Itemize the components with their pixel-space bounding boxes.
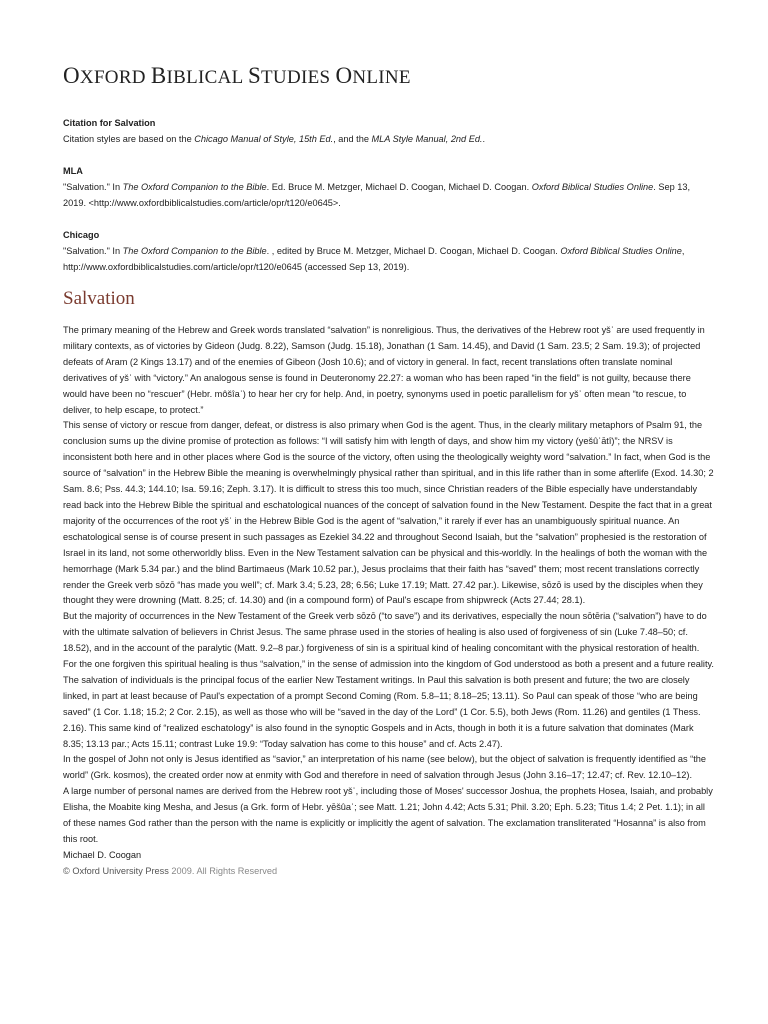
brand-text: NLINE (352, 67, 411, 88)
chicago-manual-title: Chicago Manual of Style, 15th Ed. (194, 134, 334, 144)
paragraph: A large number of personal names are derived from the Hebrew root yšʿ, including those of Moses' successor Joshua, the prophets Hosea, Isaiah, and probably Elisha, the Moabite king Mesha, and Jesus (a Grk. form of Hebr. yēšûaʿ; see Matt. 1.21; John 4.42; Acts 5.31; Phil. 3.20; Eph. 5.23; Titus 1.4; 2 Pet. 1.1); in all of these names God rather than the person with the name is explicitly or implicitly the agent of salvation. The exclamation transliterated “Hosanna” is also from this root. (63, 786, 713, 844)
paragraph: In the gospel of John not only is Jesus identified as “savior,” an interpretation of his name (see below), but the object of salvation is frequently identified as “the world” (Grk. kosmos), the created order now at enmity with God and therefore in need of salvation through Jesus (John 3.16–17; 12.47; cf. Rev. 12.10–12). (63, 754, 706, 781)
mla-citation-text: "Salvation." In The Oxford Companion to the Bible. Ed. Bruce M. Metzger, Michael D. Coogan, Michael D. Coogan. Oxford Biblical Studies Online. Sep 13, 2019. <http://www.oxfordbiblicalstudies.com/article/opr/t120/e0645>. (63, 182, 691, 208)
paragraph: This sense of victory or rescue from danger, defeat, or distress is also primary when God is the agent. Thus, in the clearly military metaphors of Psalm 91, the conclusion sums up the divine promise of protection as follows: “I will satisfy him with length of days, and show him my victory (yešûʿātî)”; the NRSV is inconsistent both here and in other places where God is the source of the victory, often using the theologically weighty word “salvation.” In fact, when God is the source of “salvation” in the Hebrew Bible the meaning is overwhelmingly physical rather than spiritual, and in this life rather than in some afterlife (Exod. 14.30; 2 Sam. 8.6; Pss. 44.3; 144.10; Isa. 59.16; Zeph. 3.17). It is difficult to stress this too much, since Christian readers of the Bible especially have understandably read back into the Hebrew Bible the spiritual and eschatological nuances of the concept of salvation found in the New Testament. Despite the fact that in a great majority of the occurrences of the root yšʿ in the Hebrew Bible God is the agent of “salvation,” it rarely if ever has an unambiguously spiritual nuance. An eschatological sense is of course present in such passages as Ezekiel 34.22 and throughout Second Isaiah, but the “salvation” prophesied is the restoration of Israel in its land, not some otherworldly bliss. Even in the New Testament salvation can be physical and this-worldly. In the healings of both the woman with the hemorrhage (Mark 5.34 par.) and the blind Bartimaeus (Mark 10.52 par.), Jesus proclaims that their faith has “saved” them; most recent translations correctly render the Greek verb sōzō “has made you well”; cf. Mark 3.4; 5.23, 28; 6.56; Luke 17.19; Matt. 27.42 par.). Likewise, sōzō is used by the disciples when they thought they were drowning (Matt. 8.25; cf. 14.30) and (in a compound form) of Paul's escape from shipwreck (Acts 27.44; 28.1). (63, 420, 714, 606)
rights-text: 2009. All Rights Reserved (171, 865, 278, 876)
brand-letter: O (63, 63, 80, 88)
citation-intro (63, 115, 715, 147)
chicago-heading: Chicago (63, 230, 100, 240)
brand-text: TUDIES (261, 67, 336, 88)
citation-styles-note: Citation styles are based on the Chicago Manual of Style, 15th Ed., and the MLA Style Manual, 2nd Ed.. (63, 134, 486, 144)
article-body (63, 323, 715, 880)
site-title: Oxford Biblical Studies Online (560, 246, 682, 256)
mla-manual-title: MLA Style Manual, 2nd Ed. (371, 134, 483, 144)
mla-citation (63, 163, 715, 211)
chicago-citation (63, 227, 715, 275)
paragraph: But the majority of occurrences in the New Testament of the Greek verb sōzō (“to save”) and its derivatives, especially the noun sōtēria (“salvation”) have to do with the ultimate salvation of believers in Christ Jesus. The same phrase used in the stories of healing is also used of forgiveness of sin (Luke 7.48–50; cf. 18.52), and in the account of the paralytic (Matt. 9.2–8 par.) forgiveness of sin is a spiritual kind of healing concomitant with the physical restoration of health. For the one forgiven this spiritual healing is thus “salvation,” in the sense of admission into the kingdom of God understood as both a present and a future reality. The salvation of individuals is the principal focus of the earlier New Testament writings. In Paul this salvation is both present and future; the two are closely linked, in part at least because of Paul's expectation of a prompt Second Coming (Rom. 5.8–11; 8.18–25; 13.11). So Paul can speak of those “who are being saved” (1 Cor. 1.18; 15.2; 2 Cor. 2.15), as well as those who will be “saved in the day of the Lord” (1 Cor. 5.5), both Jews (Rom. 11.26) and gentiles (1 Thess. 2.16). This same kind of “realized eschatology” is also found in the synoptic Gospels and in Acts, though in both it is a future salvation that dominates (Mark 8.35; 13.13 par.; Acts 15.11; contrast Luke 19.9: “Today salvation has come to this house” and cf. Acts 2.47). (63, 611, 714, 749)
paragraph: The primary meaning of the Hebrew and Greek words translated “salvation” is nonreligious. Thus, the derivatives of the Hebrew root yšʿ are used frequently in military contexts, as of victories by Gideon (Judg. 8.22), Samson (Judg. 15.18), Jonathan (1 Sam. 14.45), and David (1 Sam. 23.5; 2 Sam. 19.3); of projected defeats of Aram (2 Kings 13.17) and of the enemies of Gibeon (Josh 10.6); and of victory in general. In fact, recent translations often translate nominal derivatives of yšʿ with “victory.” An analogous sense is found in Deuteronomy 22.27: a woman who has been raped “in the field” is not guilty, because there would have been no “rescuer” (Hebr. môšîaʿ) to hear her cry for help. And, in poetry, synonyms used in poetic parallelism for yšʿ often mean “to rescue, to deliver, to help escape, to protect.” (63, 325, 705, 415)
brand-letter: S (247, 63, 262, 88)
publisher-name: Oxford University Press (72, 865, 169, 876)
brand-letter: O (335, 63, 353, 88)
site-masthead[interactable] (63, 63, 411, 89)
mla-heading: MLA (63, 166, 83, 176)
brand-letter: B (150, 63, 167, 88)
citation-heading: Citation for Salvation (63, 118, 156, 128)
brand-text: XFORD (79, 67, 151, 88)
copyright-line (63, 864, 715, 880)
author-name: Michael D. Coogan (63, 849, 142, 860)
article-title: Salvation (63, 288, 135, 309)
brand-text: IBLICAL (166, 67, 248, 88)
book-title: The Oxford Companion to the Bible (122, 182, 267, 192)
site-title: Oxford Biblical Studies Online (531, 182, 654, 192)
book-title: The Oxford Companion to the Bible (122, 246, 267, 256)
copyright-symbol: © (63, 865, 70, 876)
chicago-citation-text: "Salvation." In The Oxford Companion to the Bible. , edited by Bruce M. Metzger, Michael D. Coogan, Michael D. Coogan. Oxford Biblical Studies Online, http://www.oxfordbiblicalstudies.com/article/opr/t120/e0645 (accessed Sep 13, 2019). (63, 246, 685, 272)
